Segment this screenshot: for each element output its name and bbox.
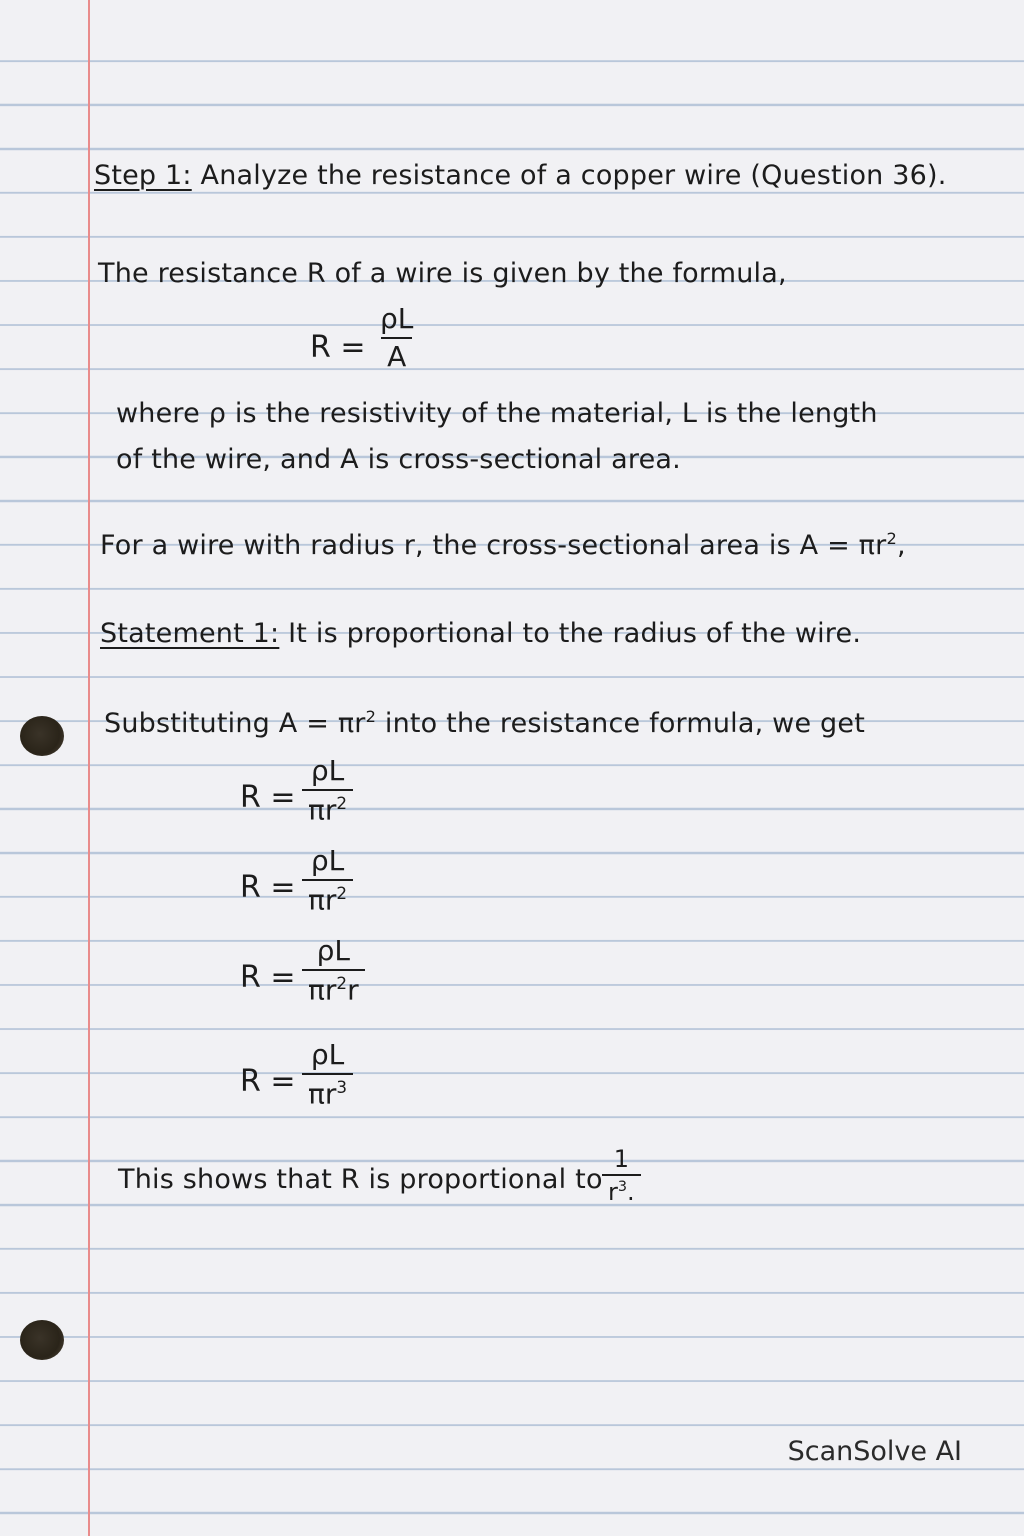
area-line [100,530,906,561]
intro-text: The resistance R of a wire is given by the formula, [98,258,787,289]
eq1-numerator: ρL [310,754,345,787]
formula1-denominator: A [381,337,412,373]
area-tail: , [896,530,906,561]
subst-exponent: 2 [365,707,377,726]
where-line-2: of the wire, and A is cross-sectional area. [116,444,681,475]
where-line-1: where ρ is the resistivity of the material, L is the length [116,398,878,429]
subst-post: into the resistance formula, we get [376,708,865,739]
eq3-numerator: ρL [316,934,350,967]
eq1-denominator: $\pi r^2$ [302,789,353,826]
eq2-lhs: R = [240,870,296,905]
conclusion-numerator: 1 [613,1145,629,1173]
eq4-fraction [302,1040,353,1110]
formula1-lhs: R = [310,330,366,365]
subst-pre: Substituting A = πr [104,708,366,739]
binder-hole [20,1320,64,1360]
eq2-numerator: ρL [310,844,345,877]
eq3-fraction [302,936,365,1006]
step1-heading [94,160,947,191]
eq2-denominator: $\pi r^2$ [302,879,353,916]
statement1-text: It is proportional to the radius of the wire. [288,618,862,649]
statement1 [100,618,861,649]
conclusion-fraction [602,1146,641,1206]
eq3-denominator: $\pi r^2r$ [302,969,365,1006]
eq3-lhs: R = [240,960,296,995]
conclusion-text: This shows that R is proportional to [118,1164,603,1195]
eq2-fraction [302,846,353,916]
eq1-fraction [302,756,353,826]
substitution-line [104,708,865,739]
area-exponent: 2 [886,529,897,548]
formula1-fraction [374,304,419,373]
formula1-numerator: ρL [380,302,414,335]
eq4-denominator: $\pi r^3$ [302,1073,353,1110]
eq4-numerator: ρL [310,1038,345,1071]
area-text: For a wire with radius r, the cross-sectional area is A = πr [100,530,887,561]
brand-signature: ScanSolve AI [787,1436,962,1467]
conclusion-denominator: $r^3$. [602,1174,641,1205]
step1-label: Step 1: [94,160,192,191]
eq1-lhs: R = [240,780,296,815]
step1-title: Analyze the resistance of a copper wire (Question 36). [200,160,947,191]
statement1-label: Statement 1: [100,618,280,649]
eq4-lhs: R = [240,1064,296,1099]
binder-hole [20,716,64,756]
